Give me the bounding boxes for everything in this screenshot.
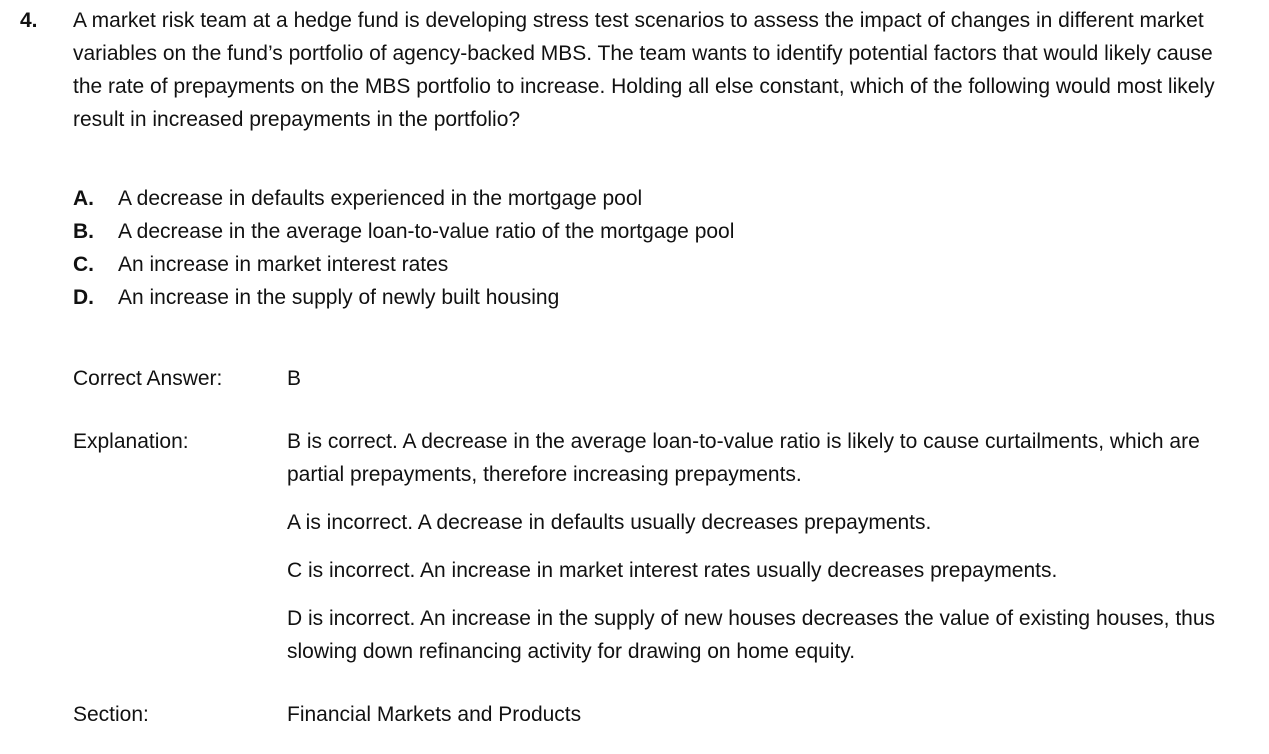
option-text: A decrease in defaults experienced in the mortgage pool <box>118 187 643 210</box>
explanation-paragraph: B is correct. A decrease in the average loan-to-value ratio is likely to cause curtailments, which are partial prepayments, therefore increasing prepayments. <box>287 430 1200 486</box>
explanation-label: Explanation: <box>73 430 189 453</box>
option-d <box>73 281 734 314</box>
question-number: 4. <box>20 9 38 32</box>
options-list <box>73 182 734 314</box>
option-letter: C. <box>73 253 94 276</box>
correct-answer-label: Correct Answer: <box>73 367 223 390</box>
option-c <box>73 248 734 281</box>
explanation-paragraph: D is incorrect. An increase in the supply of new houses decreases the value of existing houses, thus slowing down refinancing activity for drawing on home equity. <box>287 607 1216 663</box>
correct-answer-value: B <box>287 367 302 390</box>
explanation-paragraph: A is incorrect. A decrease in defaults usually decreases prepayments. <box>287 511 932 534</box>
option-letter: A. <box>73 187 94 210</box>
option-text: An increase in market interest rates <box>118 253 449 276</box>
option-letter: B. <box>73 220 94 243</box>
section-label: Section: <box>73 703 149 726</box>
option-text: An increase in the supply of newly built housing <box>118 286 560 309</box>
option-a <box>73 182 734 215</box>
option-letter: D. <box>73 286 94 309</box>
explanation-body <box>287 425 1217 683</box>
option-b <box>73 215 734 248</box>
option-text: A decrease in the average loan-to-value ratio of the mortgage pool <box>118 220 735 243</box>
explanation-paragraph: C is incorrect. An increase in market interest rates usually decreases prepayments. <box>287 559 1058 582</box>
section-value: Financial Markets and Products <box>287 703 582 726</box>
question-stem: A market risk team at a hedge fund is developing stress test scenarios to assess the impact of changes in different market variables on the fund’s portfolio of agency-backed MBS. The team wants to identify potential factors that would likely cause the rate of prepayments on the MBS portfolio to increase. Holding all else constant, which of the following would most likely result in increased prepayments in the portfolio? <box>73 9 1215 131</box>
